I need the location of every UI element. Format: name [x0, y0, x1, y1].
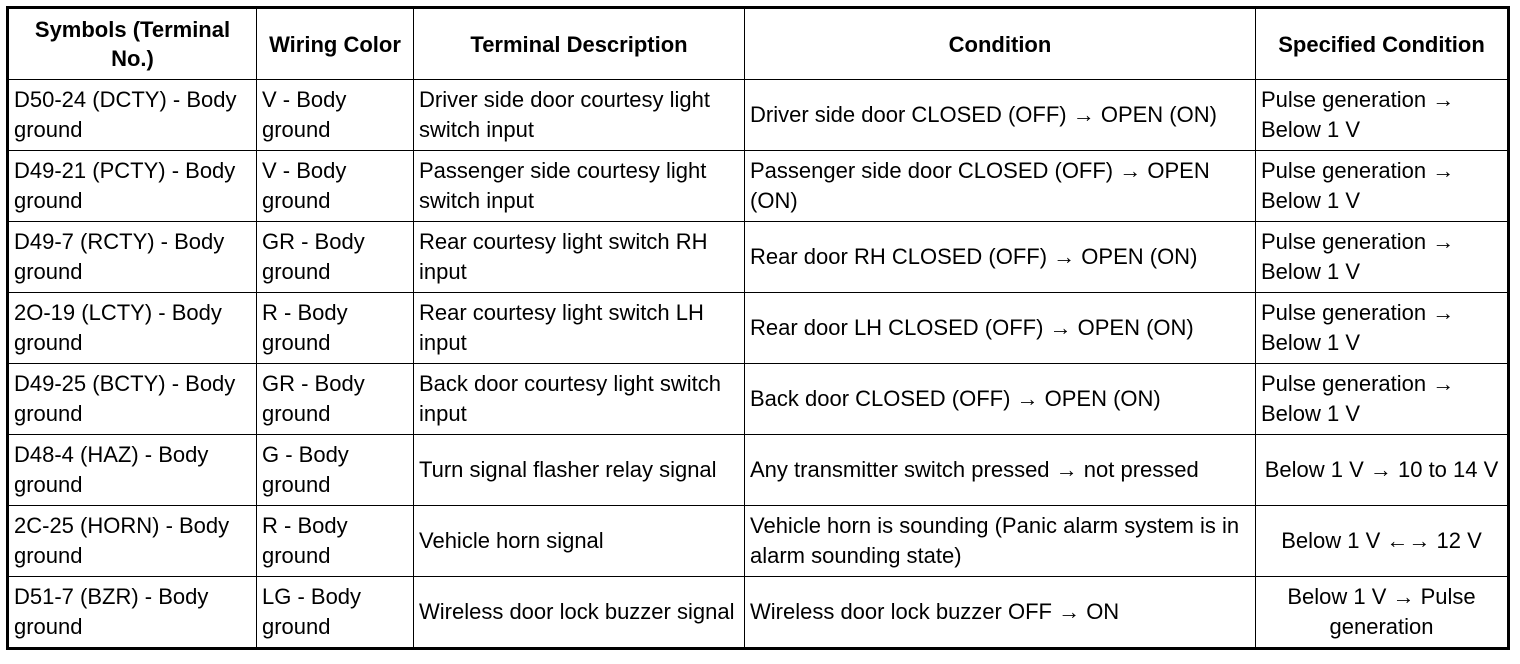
cell-symbol: D49-25 (BCTY) - Body ground [8, 364, 257, 435]
cell-wiring: GR - Body ground [257, 222, 414, 293]
cell-description: Wireless door lock buzzer signal [414, 577, 745, 649]
header-symbols: Symbols (Terminal No.) [8, 8, 257, 80]
table-row [8, 577, 1509, 649]
cell-description: Driver side door courtesy light switch input [414, 80, 745, 151]
cell-symbol: 2O-19 (LCTY) - Body ground [8, 293, 257, 364]
cell-specified: Below 1 V → 10 to 14 V [1256, 435, 1509, 506]
table-row [8, 80, 1509, 151]
table-row [8, 293, 1509, 364]
table-row [8, 151, 1509, 222]
cell-symbol: D48-4 (HAZ) - Body ground [8, 435, 257, 506]
cell-wiring: V - Body ground [257, 80, 414, 151]
cell-wiring: LG - Body ground [257, 577, 414, 649]
table-header [8, 8, 1509, 80]
table-row [8, 364, 1509, 435]
header-condition: Condition [745, 8, 1256, 80]
cell-symbol: 2C-25 (HORN) - Body ground [8, 506, 257, 577]
cell-wiring: R - Body ground [257, 293, 414, 364]
cell-specified: Pulse generation → Below 1 V [1256, 222, 1509, 293]
cell-specified: Pulse generation → Below 1 V [1256, 80, 1509, 151]
cell-description: Rear courtesy light switch RH input [414, 222, 745, 293]
cell-description: Rear courtesy light switch LH input [414, 293, 745, 364]
cell-description: Vehicle horn signal [414, 506, 745, 577]
cell-condition: Back door CLOSED (OFF) → OPEN (ON) [745, 364, 1256, 435]
cell-description: Turn signal flasher relay signal [414, 435, 745, 506]
table-row [8, 222, 1509, 293]
cell-symbol: D49-21 (PCTY) - Body ground [8, 151, 257, 222]
header-terminal-description: Terminal Description [414, 8, 745, 80]
cell-specified: Below 1 V ←→ 12 V [1256, 506, 1509, 577]
cell-condition: Any transmitter switch pressed → not pressed [745, 435, 1256, 506]
table-row [8, 435, 1509, 506]
cell-condition: Wireless door lock buzzer OFF → ON [745, 577, 1256, 649]
cell-condition: Rear door RH CLOSED (OFF) → OPEN (ON) [745, 222, 1256, 293]
cell-condition: Passenger side door CLOSED (OFF) → OPEN (ON) [745, 151, 1256, 222]
header-specified-condition: Specified Condition [1256, 8, 1509, 80]
table-body [8, 80, 1509, 649]
header-row [8, 8, 1509, 80]
cell-wiring: GR - Body ground [257, 364, 414, 435]
cell-specified: Pulse generation → Below 1 V [1256, 364, 1509, 435]
cell-description: Passenger side courtesy light switch input [414, 151, 745, 222]
header-wiring-color: Wiring Color [257, 8, 414, 80]
terminal-spec-table [6, 6, 1510, 650]
cell-symbol: D49-7 (RCTY) - Body ground [8, 222, 257, 293]
cell-wiring: G - Body ground [257, 435, 414, 506]
cell-condition: Vehicle horn is sounding (Panic alarm system is in alarm sounding state) [745, 506, 1256, 577]
cell-condition: Driver side door CLOSED (OFF) → OPEN (ON) [745, 80, 1256, 151]
cell-specified: Below 1 V → Pulse generation [1256, 577, 1509, 649]
cell-description: Back door courtesy light switch input [414, 364, 745, 435]
cell-condition: Rear door LH CLOSED (OFF) → OPEN (ON) [745, 293, 1256, 364]
table-row [8, 506, 1509, 577]
cell-specified: Pulse generation → Below 1 V [1256, 293, 1509, 364]
cell-wiring: V - Body ground [257, 151, 414, 222]
cell-specified: Pulse generation → Below 1 V [1256, 151, 1509, 222]
cell-wiring: R - Body ground [257, 506, 414, 577]
cell-symbol: D51-7 (BZR) - Body ground [8, 577, 257, 649]
cell-symbol: D50-24 (DCTY) - Body ground [8, 80, 257, 151]
